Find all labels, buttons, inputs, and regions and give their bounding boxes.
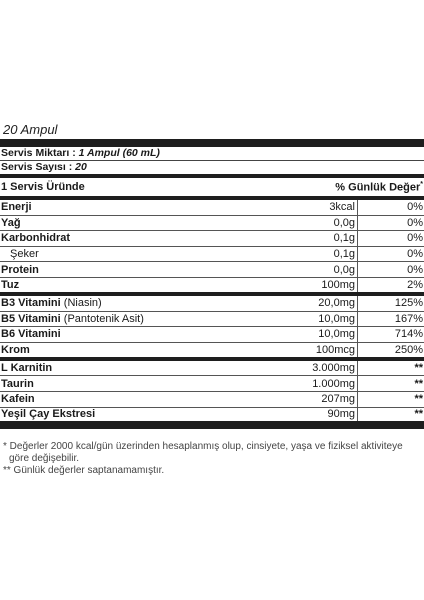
table-row-vitamin-b6: B6 Vitamini 10,0mg 714%	[0, 327, 424, 343]
serving-size-label: Servis Miktarı :	[1, 147, 79, 159]
daily-value-heading: % Günlük Değer*	[335, 180, 423, 194]
table-row-green-tea-extract: Yeşil Çay Ekstresi 90mg **	[0, 408, 424, 429]
table-row-vitamin-b3: B3 Vitamini (Niasin) 20,0mg 125%	[0, 296, 424, 312]
footnote-undetermined: ** Günlük değerler saptanamamıştır.	[3, 465, 165, 476]
table-row-vitamin-b5: B5 Vitamini (Pantotenik Asit) 10,0mg 167%	[0, 312, 424, 328]
table-row-fat: Yağ 0,0g 0%	[0, 216, 424, 232]
serving-size-value: 1 Ampul (60 mL)	[78, 147, 160, 159]
footnote-daily-value-cont: göre değişebilir.	[9, 453, 80, 464]
per-serving-heading: 1 Servis Üründe	[1, 181, 85, 193]
table-row-taurine: Taurin 1.000mg **	[0, 376, 424, 392]
table-row-chromium: Krom 100mcg 250%	[0, 343, 424, 361]
table-row-energy: Enerji 3kcal 0%	[0, 200, 424, 216]
nutrition-facts-table	[0, 139, 424, 429]
table-row-protein: Protein 0,0g 0%	[0, 262, 424, 278]
table-row-carbohydrate: Karbonhidrat 0,1g 0%	[0, 231, 424, 247]
product-label: 20 Ampul	[3, 122, 58, 137]
table-row-caffeine: Kafein 207mg **	[0, 392, 424, 408]
footnotes	[3, 441, 421, 477]
table-row-salt: Tuz 100mg 2%	[0, 278, 424, 296]
serving-count-label: Servis Sayısı :	[1, 161, 76, 173]
serving-size	[0, 147, 424, 161]
serving-count-value: 20	[75, 161, 87, 173]
table-header	[0, 178, 424, 200]
table-row-l-carnitine: L Karnitin 3.000mg **	[0, 361, 424, 377]
daily-value-mark: *	[420, 180, 423, 188]
serving-count	[0, 161, 424, 178]
footnote-daily-value: * Değerler 2000 kcal/gün üzerinden hesaplanmış olup, cinsiyete, yaşa ve fiziksel aktiviteye	[3, 441, 403, 452]
table-row-sugar: Şeker 0,1g 0%	[0, 247, 424, 263]
